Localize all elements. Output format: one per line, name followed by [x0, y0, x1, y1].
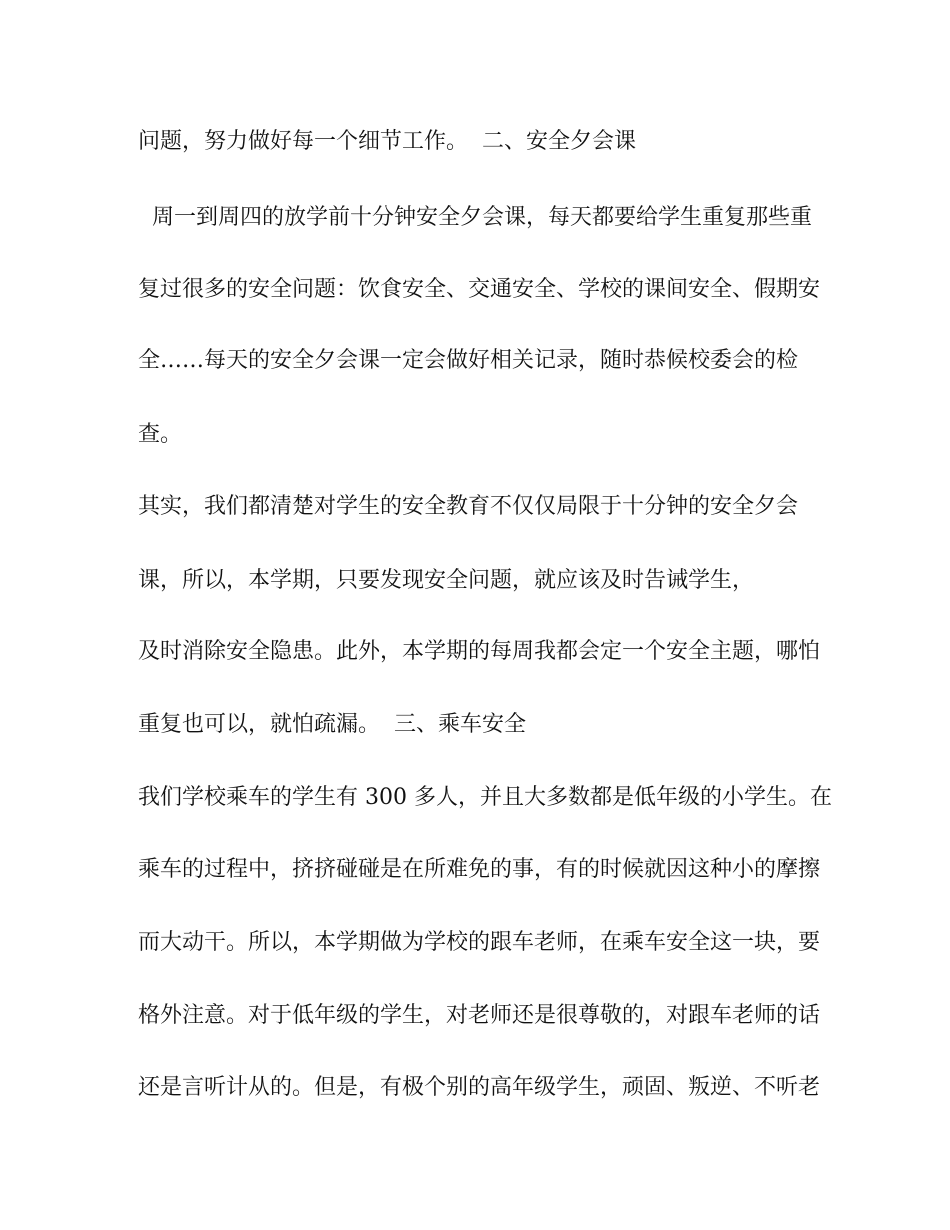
text-line: 查。: [138, 422, 183, 447]
text-line: 格外注意。对于低年级的学生，对老师还是很尊敬的，对跟车老师的话: [138, 1003, 821, 1028]
text-line: 其实，我们都清楚对学生的安全教育不仅仅局限于十分钟的安全夕会: [138, 494, 799, 519]
text-line: 乘车的过程中，挤挤碰碰是在所难免的事，有的时候就因这种小的摩擦: [138, 857, 821, 882]
text-line: 而大动干。所以，本学期做为学校的跟车老师，在乘车安全这一块，要: [138, 930, 821, 955]
text-line: 我们学校乘车的学生有 300 多人，并且大多数都是低年级的小学生。在: [138, 785, 832, 810]
text-line: 复过很多的安全问题：饮食安全、交通安全、学校的课间安全、假期安: [138, 277, 821, 302]
text-line: 重复也可以，就怕疏漏。 三、乘车安全: [138, 712, 526, 737]
text-line: 及时消除安全隐患。此外，本学期的每周我都会定一个安全主题，哪怕: [138, 639, 821, 664]
text-line: 问题，努力做好每一个细节工作。 二、安全夕会课: [138, 129, 636, 154]
text-line: 课，所以，本学期，只要发现安全问题，就应该及时告诫学生，: [138, 568, 755, 593]
text-line: 全……每天的安全夕会课一定会做好相关记录，随时恭候校委会的检: [138, 348, 799, 373]
text-line: 还是言听计从的。但是，有极个别的高年级学生，顽固、叛逆、不听老: [138, 1075, 821, 1100]
text-line: 周一到周四的放学前十分钟安全夕会课，每天都要给学生重复那些重: [138, 205, 812, 230]
